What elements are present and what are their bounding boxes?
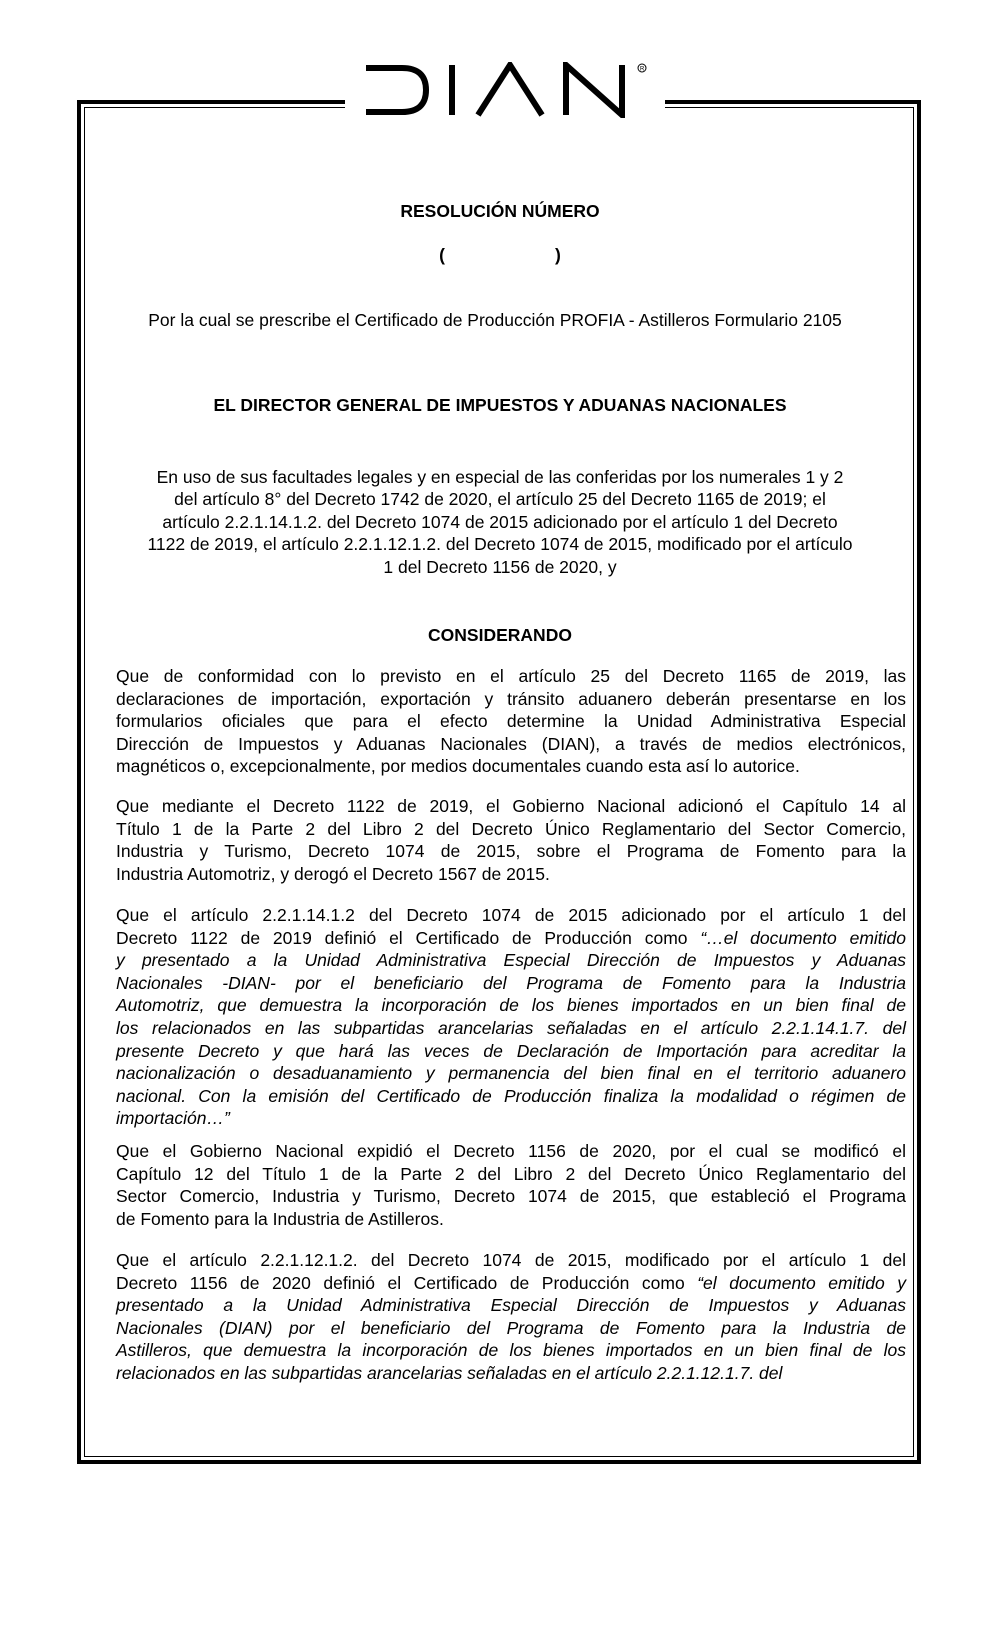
paragraph-line: Que el artículo 2.2.1.14.1.2 del Decreto 1074 de 2015 adicionado por el artículo 1 del xyxy=(116,905,906,925)
paragraph-quote: “el documento emitido y xyxy=(697,1272,906,1293)
paragraph-line: Que mediante el Decreto 1122 de 2019, el Gobierno Nacional adicionó el Capítulo 14 al xyxy=(116,796,906,816)
legal-powers xyxy=(100,466,900,578)
svg-text:R: R xyxy=(640,66,645,73)
resolution-title: RESOLUCIÓN NÚMERO xyxy=(400,201,600,221)
paragraph-line: declaraciones de importación, exportación y tránsito aduanero deberán presentarse en los xyxy=(116,688,906,709)
paragraph-line xyxy=(116,927,906,950)
number-open-paren: ( xyxy=(439,245,445,265)
paragraph-line xyxy=(116,1085,906,1108)
paragraph-line: Dirección de Impuestos y Aduanas Nacionales (DIAN), a través de medios electrónicos, xyxy=(116,733,906,754)
legal-powers-line: artículo 2.2.1.14.1.2. del Decreto 1074 de 2015 adicionado por el artículo 1 del Decreto xyxy=(162,511,838,532)
paragraph-quote: presente Decreto y que hará las veces de Declaración de Importación para acreditar la xyxy=(116,1040,906,1061)
paragraph-quote: nacional. Con la emisión del Certificado de Producción finaliza la modalidad o régimen de xyxy=(116,1085,906,1106)
paragraph-line xyxy=(116,1272,906,1295)
issuing-authority: EL DIRECTOR GENERAL DE IMPUESTOS Y ADUANAS NACIONALES xyxy=(213,395,787,415)
dian-logo xyxy=(360,62,660,118)
paragraph-3 xyxy=(116,904,906,1130)
paragraph-quote: Nacionales -DIAN- por el beneficiario del Programa de Fomento para la Industria xyxy=(116,972,906,993)
paragraph-quote: Nacionales (DIAN) por el beneficiario del Programa de Fomento para la Industria de xyxy=(116,1317,906,1338)
paragraph-line: Sector Comercio, Industria y Turismo, Decreto 1074 de 2015, que estableció el Programa xyxy=(116,1186,906,1207)
resolution-number xyxy=(100,244,900,266)
paragraph-quote: “…el documento emitido xyxy=(700,927,907,948)
paragraph-line: de Fomento para la Industria de Astilleros. xyxy=(116,1208,444,1229)
paragraph-text: Decreto 1122 de 2019 definió el Certificado de Producción como xyxy=(116,927,701,948)
paragraph-line: Industria y Turismo, Decreto 1074 de 2015, sobre el Programa de Fomento para la xyxy=(116,841,906,862)
paragraph-quote: y presentado a la Unidad Administrativa Especial Dirección de Impuestos y Aduanas xyxy=(116,950,906,971)
paragraph-4 xyxy=(116,1140,906,1230)
paragraph-1 xyxy=(116,665,906,778)
paragraph-quote: los relacionados en las subpartidas arancelarias señaladas en el artículo 2.2.1.14.1.7. del xyxy=(116,1017,906,1038)
paragraph-line: Que el artículo 2.2.1.12.1.2. del Decreto 1074 de 2015, modificado por el artículo 1 del xyxy=(116,1250,906,1270)
paragraph-line: magnéticos o, excepcionalmente, por medios documentales cuando esta así lo autorice. xyxy=(116,756,800,777)
paragraph-line xyxy=(116,994,906,1017)
number-close-paren: ) xyxy=(555,245,561,265)
paragraph-quote: Astilleros, que demuestra la incorporación de los bienes importados en un bien final de los xyxy=(116,1340,906,1361)
paragraph-line xyxy=(116,1317,906,1340)
legal-powers-line: 1122 de 2019, el artículo 2.2.1.12.1.2. del Decreto 1074 de 2015, modificado por el artículo xyxy=(147,534,853,555)
paragraph-line xyxy=(116,1017,906,1040)
paragraph-quote: importación…” xyxy=(116,1108,230,1129)
paragraph-line: Que el Gobierno Nacional expidió el Decreto 1156 de 2020, por el cual se modificó el xyxy=(116,1141,906,1161)
resolution-subject: Por la cual se prescribe el Certificado de Producción PROFIA - Astilleros Formulario 2105 xyxy=(148,310,842,330)
paragraph-line xyxy=(116,949,906,972)
paragraph-line: Capítulo 12 del Título 1 de la Parte 2 del Libro 2 del Decreto Único Reglamentario del xyxy=(116,1163,906,1184)
paragraph-line xyxy=(116,1062,906,1085)
paragraph-line: Industria Automotriz, y derogó el Decreto 1567 de 2015. xyxy=(116,863,550,884)
paragraph-5 xyxy=(116,1249,906,1385)
legal-powers-line: del artículo 8° del Decreto 1742 de 2020, el artículo 25 del Decreto 1165 de 2019; el xyxy=(174,489,826,510)
paragraph-line xyxy=(116,1040,906,1063)
paragraph-line xyxy=(116,1107,906,1130)
paragraph-line xyxy=(116,1294,906,1317)
paragraph-text: Decreto 1156 de 2020 definió el Certificado de Producción como xyxy=(116,1272,698,1293)
paragraph-line: Que de conformidad con lo previsto en el artículo 25 del Decreto 1165 de 2019, las xyxy=(116,666,906,686)
paragraph-line xyxy=(116,972,906,995)
paragraph-line xyxy=(116,1362,906,1385)
paragraph-quote: relacionados en las subpartidas arancelarias señaladas en el artículo 2.2.1.12.1.7. del xyxy=(116,1362,783,1383)
legal-powers-line: 1 del Decreto 1156 de 2020, y xyxy=(383,556,617,577)
paragraph-line: formularios oficiales que para el efecto determine la Unidad Administrativa Especial xyxy=(116,711,906,732)
paragraph-quote: nacionalización o desaduanamiento y permanencia del bien final en el territorio aduanero xyxy=(116,1063,906,1084)
paragraph-2 xyxy=(116,795,906,885)
considerando-heading: CONSIDERANDO xyxy=(428,625,572,645)
legal-powers-line: En uso de sus facultades legales y en especial de las conferidas por los numerales 1 y 2 xyxy=(156,467,844,487)
paragraph-line xyxy=(116,1339,906,1362)
paragraph-quote: Automotriz, que demuestra la incorporación de los bienes importados en un bien final de xyxy=(116,995,906,1016)
paragraph-quote: presentado a la Unidad Administrativa Especial Dirección de Impuestos y Aduanas xyxy=(116,1295,906,1316)
paragraph-line: Título 1 de la Parte 2 del Libro 2 del Decreto Único Reglamentario del Sector Comercio, xyxy=(116,818,906,839)
